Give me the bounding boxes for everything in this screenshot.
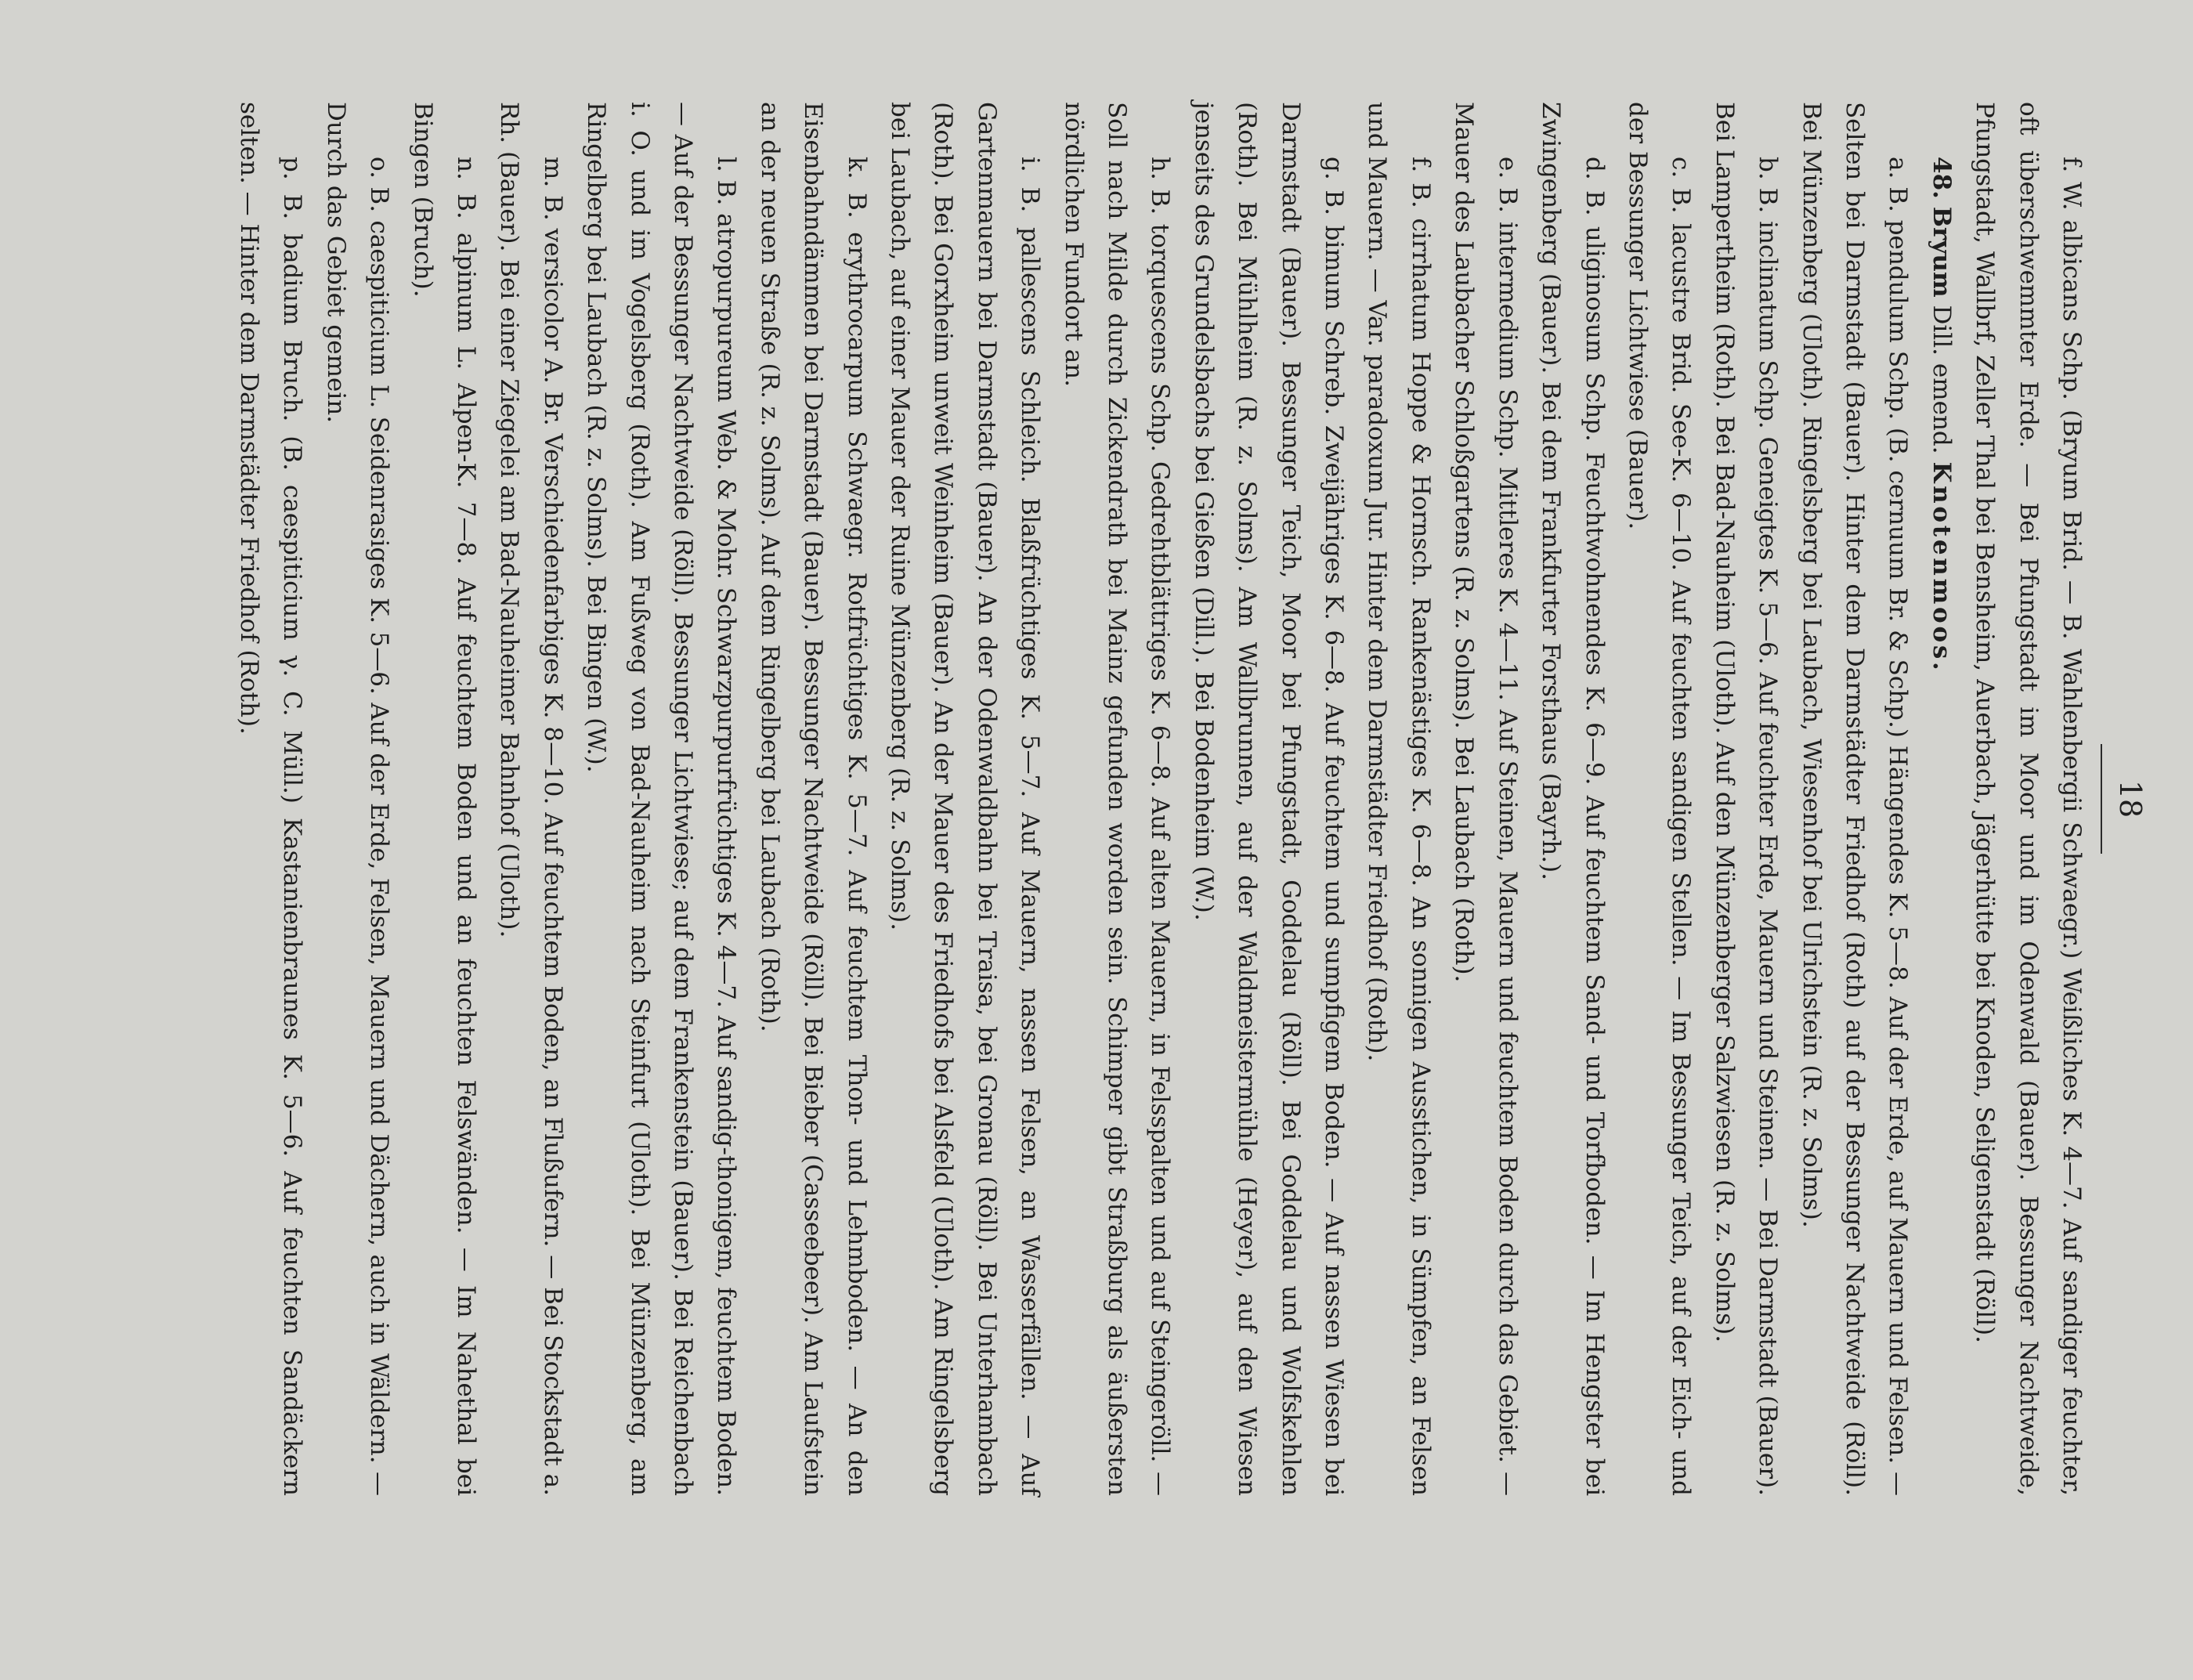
paragraph-entry: p. B. badium Bruch. (B. caespiticium γ. C. Müll.) Kastanienbraunes K. 5—6. Auf feuchten Sandäckern selten. — Hinter dem Darmstädter Friedhof (Roth). xyxy=(234,102,307,1496)
paragraph-entry: f. W. albicans Schp. (Bryum Brid. — B. Wahlenbergii Schwaegr.) Weißliches K. 4—7. Auf sandiger feuchter, oft überschwemmter Erde. — Bei Pfungstadt im Moor und im Odenwald (Bauer). Bessunger Nachtweide, Pfungstadt, Wallbrf, Zeller Thal bei Bensheim, Auerbach, Jägerhütte bei Knoden, Seligenstadt (Röll). xyxy=(1971,102,2086,1496)
page-number: 18 xyxy=(2113,779,2148,818)
paragraph-entry: c. B. lacustre Brid. See-K. 6—10. Auf feuchten sandigen Stellen. — Im Bessunger Teich, auf der Eich- und der Bessunger Lichtwiese (Bauer). xyxy=(1623,102,1696,1496)
paragraph-entry: f. B. cirrhatum Hoppe & Hornsch. Rankenästiges K. 6—8. An sonnigen Ausstichen, in Sümpfen, an Felsen und Mauern. — Var. paradoxum Jur. Hinter dem Darmstädter Friedhof (Roth). xyxy=(1363,102,1435,1496)
genus-heading xyxy=(1919,102,1962,1496)
paragraph-entry: l. B. atropurpureum Web. & Mohr. Schwarzpurpurfrüchtiges K. 4—7. Auf sandig-thonigem, feuchtem Boden. — Auf der Bessunger Nachtweide (Röll). Bessunger Lichtwiese; auf dem Frankenstein (Bauer). Bei Reichenbach i. O. und im Vogelsberg (Roth). Am Fußweg von Bad-Nauheim nach Steinfurt (Uloth). Bei Münzenberg, am Ringelberg bei Laubach (R. z. Solms). Bei Bingen (W.). xyxy=(582,102,741,1496)
paragraph-entry: e. B. intermedium Schp. Mittleres K. 4—11. Auf Steinen, Mauern und feuchtem Boden durch das Gebiet. — Mauer des Laubacher Schloßgartens (R. z. Solms). Bei Laubach (Roth). xyxy=(1450,102,1522,1496)
paragraph-entry: h. B. torquescens Schp. Gedrehtblättriges K. 6—8. Auf alten Mauern, in Felsspalten und auf Steingeröll. — Soll nach Milde durch Zickendrath bei Mainz gefunden worden sein. Schimper gibt Straßburg als äußersten nördlichen Fundort an. xyxy=(1059,102,1175,1496)
paragraph-entry: k. B. erythrocarpum Schwaegr. Rotfrüchtiges K. 5—7. Auf feuchtem Thon- und Lehmboden. — An den Eisenbahndämmen bei Darmstadt (Bauer). Bessunger Nachtweide (Röll). Bei Bieber (Casseebeer). Am Laufstein an der neuen Straße (R. z. Solms). Auf dem Ringelberg bei Laubach (Roth). xyxy=(755,102,871,1496)
rotated-text-block xyxy=(157,102,2154,1496)
paragraph-entry: m. B. versicolor A. Br. Verschiedenfarbiges K. 8—10. Auf feuchtem Boden, an Flußufern. — Bei Stockstadt a. Rh. (Bauer). Bei einer Ziegelei am Bad-Nauheimer Bahnhof (Uloth). xyxy=(495,102,567,1496)
genus-name: Bryum xyxy=(1927,206,1956,298)
paragraph-entry: b. B. inclinatum Schp. Geneigtes K. 5—6. Auf feuchter Erde, Mauern und Steinen. — Bei Darmstadt (Bauer). Bei Lampertheim (Roth). Bei Bad-Nauheim (Uloth). Auf den Münzenberger Salzwiesen (R. z. Solms). xyxy=(1710,102,1783,1496)
genus-common-name: Knotenmoos. xyxy=(1927,461,1956,674)
paragraph-entry: n. B. alpinum L. Alpen-K. 7—8. Auf feuchtem Boden und an feuchten Felswänden. — Im Nahethal bei Bingen (Bruch). xyxy=(408,102,480,1496)
genus-number: 48. xyxy=(1927,157,1956,199)
genus-author: Dill. emend. xyxy=(1927,305,1956,454)
header-rule xyxy=(2101,744,2102,854)
paragraph-entry: a. B. pendulum Schp. (B. cernuum Br. & Schp.) Hängendes K. 5—8. Auf der Erde, auf Mauern und Felsen. — Selten bei Darmstadt (Bauer). Hinter dem Darmstädter Friedhof (Roth) auf der Bessunger Nachtweide (Röll). Bei Münzenberg (Uloth). Ringelsberg bei Laubach, Wiesenhof bei Ulrichstein (R. z. Solms). xyxy=(1797,102,1913,1496)
paragraph-entry: i. B. pallescens Schleich. Blaßfrüchtiges K. 5—7. Auf Mauern, nassen Felsen, an Wasserfällen. — Auf Gartenmauern bei Darmstadt (Bauer). An der Odenwaldbahn bei Traisa, bei Gronau (Röll). Bei Unterhambach (Roth). Bei Gorxheim unweit Weinheim (Bauer). An der Mauer des Friedhofs bei Alsfeld (Uloth). Am Ringelsberg bei Laubach, auf einer Mauer der Ruine Münzenberg (R. z. Solms). xyxy=(886,102,1045,1496)
paragraph-entry: d. B. uliginosum Schp. Feuchtwohnendes K. 6—9. Auf feuchtem Sand- und Torfboden. — Im Hengster bei Zwingenberg (Bauer). Bei dem Frankfurter Forsthaus (Bayrh.). xyxy=(1537,102,1609,1496)
paragraph-entry: g. B. bimum Schreb. Zweijähriges K. 6—8. Auf feuchtem und sumpfigem Boden. — Auf nassen Wiesen bei Darmstadt (Bauer). Bessunger Teich, Moor bei Pfungstadt, Goddelau (Röll). Bei Goddelau und Wolfskehlen (Roth). Bei Mühlheim (R. z. Solms). Am Wallbrunnen, auf der Waldmeistermühle (Heyer), auf den Wiesen jenseits des Grundelsbachs bei Gießen (Dill.). Bei Bodenheim (W.). xyxy=(1189,102,1349,1496)
paragraph-entry: o. B. caespiticium L. Seidenrasiges K. 5—6. Auf der Erde, Felsen, Mauern und Dächern, auch in Wäldern. — Durch das Gebiet gemein. xyxy=(321,102,394,1496)
